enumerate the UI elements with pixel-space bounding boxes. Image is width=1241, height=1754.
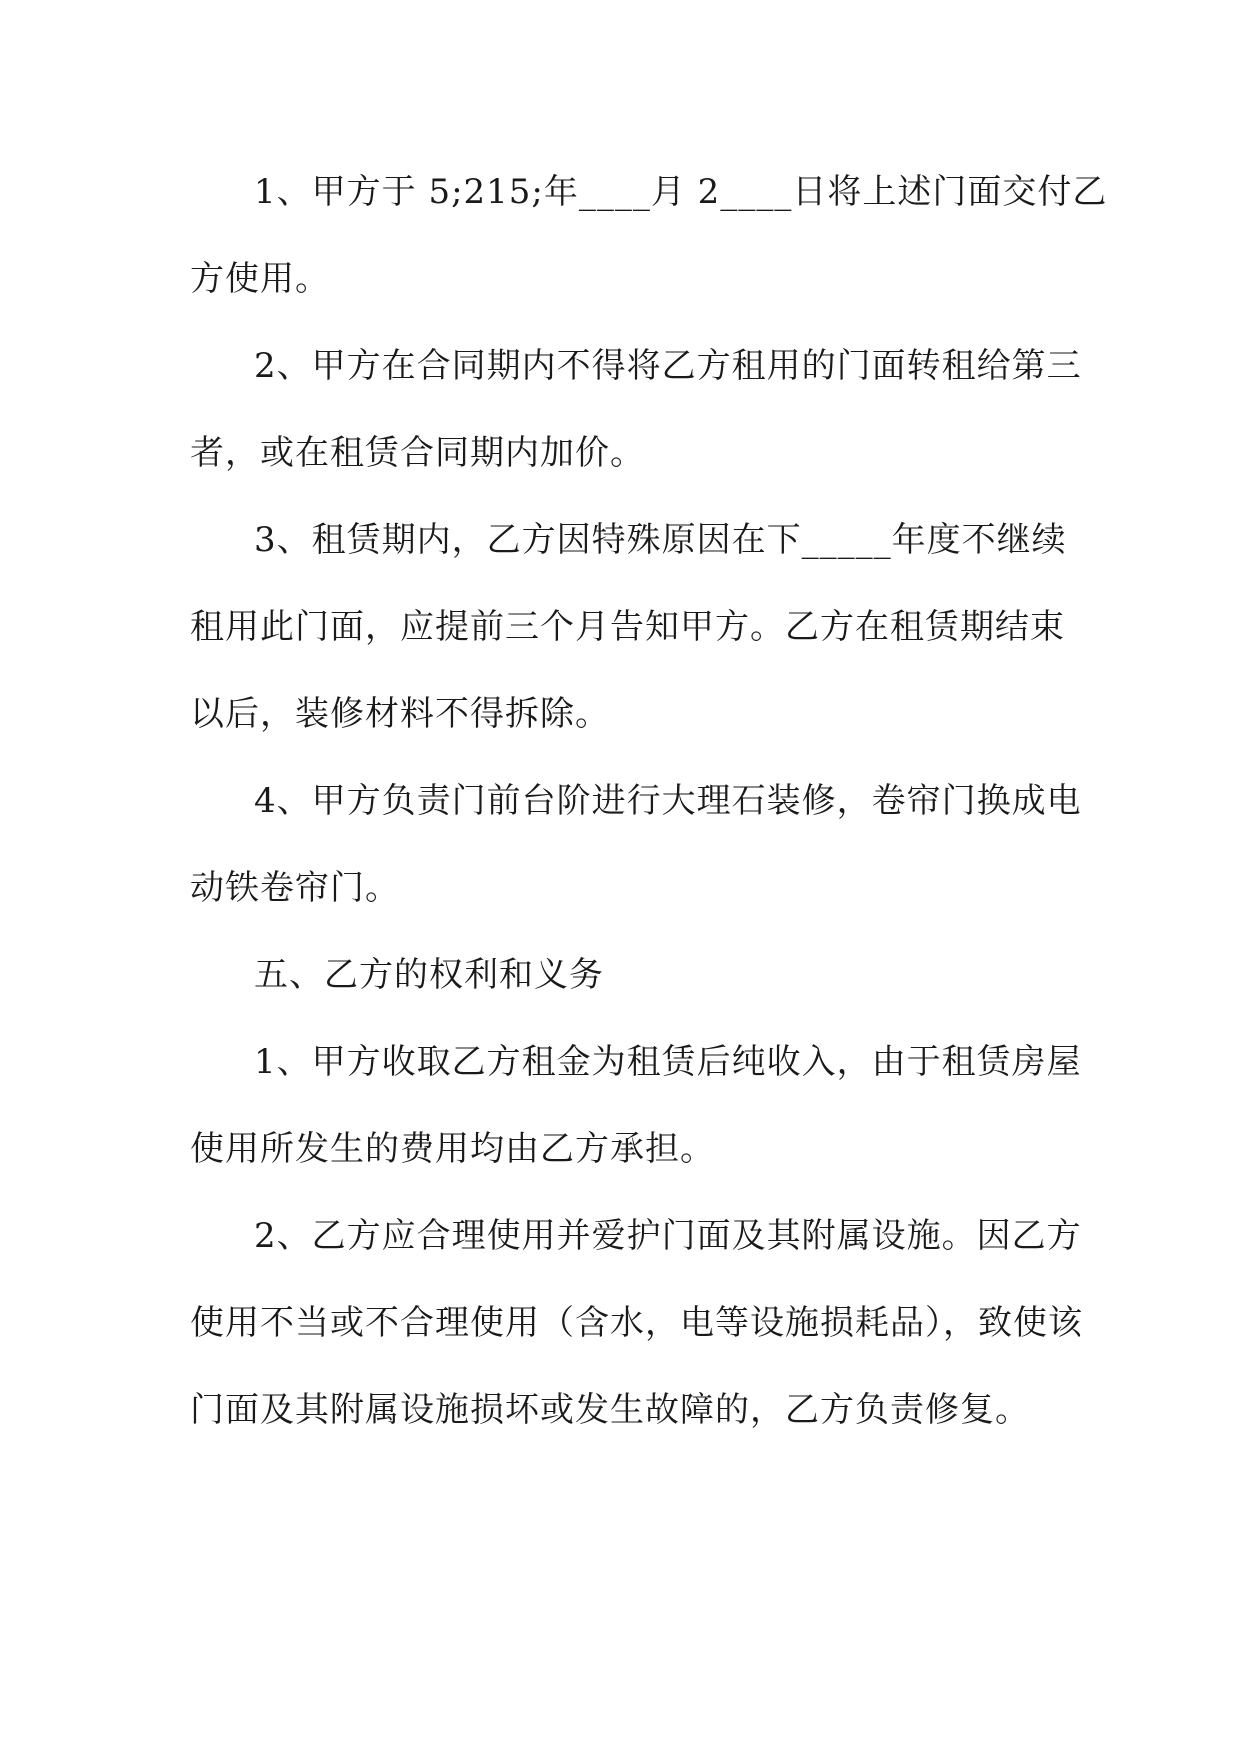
clause-4-2-line-1: 2、甲方在合同期内不得将乙方租用的门面转租给第三 — [254, 346, 1082, 386]
clause-4-1-line-1: 1、甲方于 5;215;年____月 2____日将上述门面交付乙 — [254, 172, 1108, 212]
clause-5-2-line-3: 门面及其附属设施损坏或发生故障的，乙方负责修复。 — [190, 1390, 1030, 1430]
clause-5-1-line-2: 使用所发生的费用均由乙方承担。 — [190, 1129, 715, 1169]
clause-4-3-line-1: 3、租赁期内，乙方因特殊原因在下_____年度不继续 — [254, 520, 1067, 560]
clause-4-4-line-2: 动铁卷帘门。 — [190, 868, 400, 908]
clause-4-2-line-2: 者，或在租赁合同期内加价。 — [190, 433, 645, 473]
clause-4-3-line-3: 以后，装修材料不得拆除。 — [190, 694, 610, 734]
clause-4-3-line-2: 租用此门面，应提前三个月告知甲方。乙方在租赁期结束 — [190, 607, 1065, 647]
clause-5-2-line-1: 2、乙方应合理使用并爱护门面及其附属设施。因乙方 — [254, 1216, 1082, 1256]
clause-4-4-line-1: 4、甲方负责门前台阶进行大理石装修，卷帘门换成电 — [254, 781, 1082, 821]
clause-5-2-line-2: 使用不当或不合理使用（含水，电等设施损耗品），致使该 — [190, 1303, 1083, 1343]
clause-5-1-line-1: 1、甲方收取乙方租金为租赁后纯收入，由于租赁房屋 — [254, 1042, 1082, 1082]
clause-4-1-line-2: 方使用。 — [190, 259, 330, 299]
section-heading-5: 五、乙方的权利和义务 — [254, 955, 604, 995]
